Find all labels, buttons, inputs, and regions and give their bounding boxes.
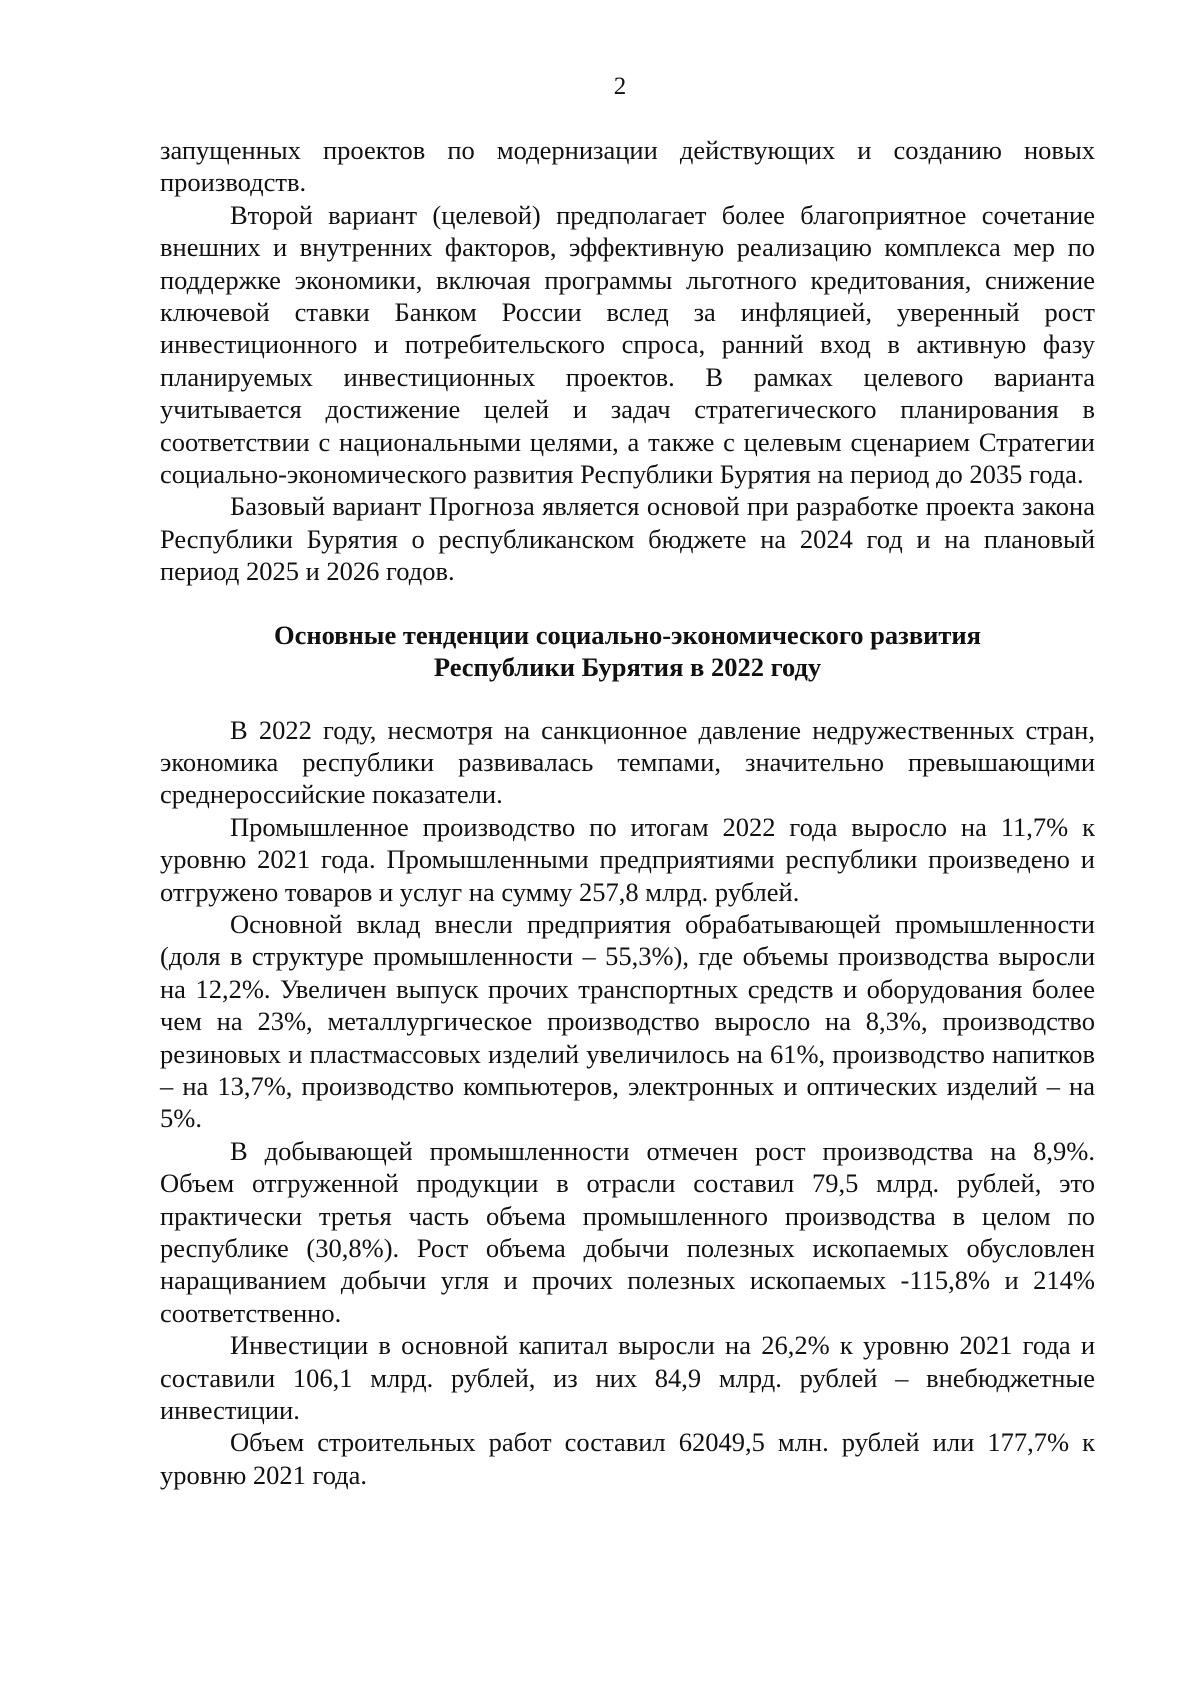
section-heading-line-2: Республики Бурятия в 2022 году <box>433 652 822 683</box>
paragraph-manufacturing: Основной вклад внесли предприятия обрабатывающей промышленности (доля в структуре промышленности – 55,3%), где объемы производства выросли на 12,2%. Увеличен выпуск прочих транспортных средств и оборудования более чем на 23%, металлургическое производство выросло на 8,3%, производство резиновых и пластмассовых изделий увеличилось на 61%, производство напитков – на 13,7%, производство компьютеров, электронных и оптических изделий – на 5%. <box>160 908 1095 1134</box>
paragraph-continuation: запущенных проектов по модернизации действующих и созданию новых производств. <box>160 135 1095 198</box>
paragraph-base-variant: Базовый вариант Прогноза является основой при разработке проекта закона Республики Бурятия о республиканском бюджете на 2024 год и на плановый период 2025 и 2026 годов. <box>160 491 1095 587</box>
paragraph-investments: Инвестиции в основной капитал выросли на 26,2% к уровню 2021 года и составили 106,1 млрд. рублей, из них 84,9 млрд. рублей – внебюджетные инвестиции. <box>160 1330 1095 1426</box>
page-number: 2 <box>613 73 627 100</box>
paragraph-mining: В добывающей промышленности отмечен рост производства на 8,9%. Объем отгруженной продукции в отрасли составил 79,5 млрд. рублей, это практически третья часть объема промышленного производства в целом по республике (30,8%). Рост объема добычи полезных ископаемых обусловлен наращиванием добычи угля и прочих полезных ископаемых -115,8% и 214% соответственно. <box>160 1135 1095 1328</box>
section-heading-line-1: Основные тенденции социально-экономического развития <box>273 619 982 650</box>
document-body <box>160 134 1095 1491</box>
section-heading <box>160 619 1095 684</box>
paragraph-economy-overview: В 2022 году, несмотря на санкционное давление недружественных стран, экономика республики развивалась темпами, значительно превышающими среднероссийские показатели. <box>160 714 1095 810</box>
paragraph-target-variant: Второй вариант (целевой) предполагает более благоприятное сочетание внешних и внутренних факторов, эффективную реализацию комплекса мер по поддержке экономики, включая программы льготного кредитования, снижение ключевой ставки Банком России вслед за инфляцией, уверенный рост инвестиционного и потребительского спроса, ранний вход в активную фазу планируемых инвестиционных проектов. В рамках целевого варианта учитывается достижение целей и задач стратегического планирования в соответствии с национальными целями, а также с целевым сценарием Стратегии социально-экономического развития Республики Бурятия на период до 2035 года. <box>160 199 1095 490</box>
paragraph-construction: Объем строительных работ составил 62049,5 млн. рублей или 177,7% к уровню 2021 года. <box>160 1427 1095 1490</box>
paragraph-industrial-production: Промышленное производство по итогам 2022 года выросло на 11,7% к уровню 2021 года. Промышленными предприятиями республики произведено и отгружено товаров и услуг на сумму 257,8 млрд. рублей. <box>160 811 1095 907</box>
